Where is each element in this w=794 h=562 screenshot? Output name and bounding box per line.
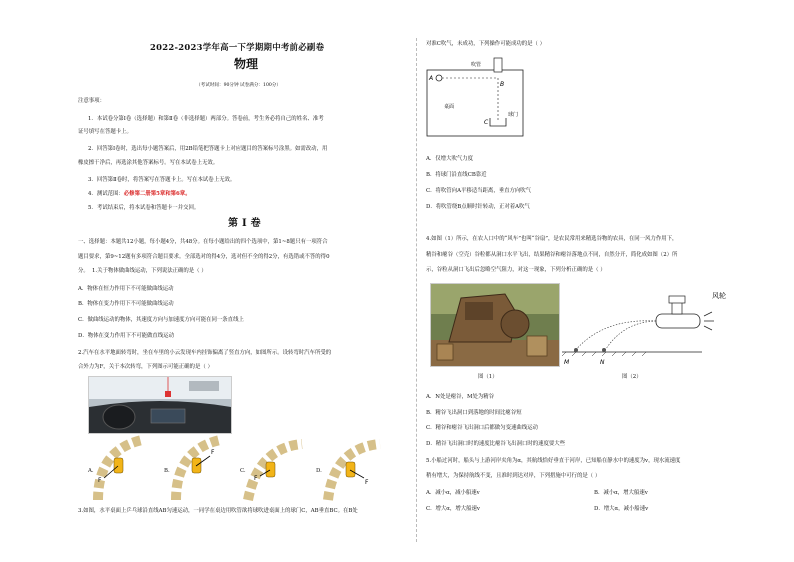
car-interior-photo	[88, 376, 232, 434]
q2-option-d: D.	[316, 468, 322, 474]
winnowing-machine-photo	[430, 283, 560, 367]
q1-option-a: A．物体在恒力作用下不可能做曲线运动	[78, 286, 174, 292]
q1-option-b: B．物体在变力作用下不可能做曲线运动	[78, 301, 174, 307]
exam-title: 2022-2023学年高一下学期期中考前必刷卷	[150, 42, 325, 52]
point-n-label: N	[600, 359, 605, 366]
q3-option-a: A．仅增大吹气力度	[426, 156, 474, 162]
q2-stem-line: 合外力为F，关于本次转弯，下列图示可能正确的是（ ）	[78, 364, 213, 370]
note-test-range: 必修第二册第5章和第6章。	[123, 191, 191, 197]
note-line: 2．回答第Ⅰ卷时，选出每小题答案后，用2B铅笔把答题卡上对应题目的答案标号涂黑。如需改动，用	[88, 146, 328, 152]
exam-info: （考试时间：90分钟 试卷满分：100分）	[196, 83, 281, 88]
point-a-label: A	[429, 75, 434, 82]
point-c-label: C	[484, 119, 489, 126]
q5-stem-line: 5.小船过河时，船头与上游河岸夹角为α，其航线恰好垂直于河岸，已知船在静水中的速度为v，现水流速度	[426, 458, 681, 464]
q3-option-c: C．将吹管向A平移适当距离，垂直方向吹气	[426, 188, 532, 194]
q2-option-c-figure	[248, 444, 302, 500]
left-column	[78, 0, 408, 562]
force-label: F	[211, 449, 215, 456]
note-line: 1．本试卷分第Ⅰ卷（选择题）和第Ⅱ卷（非选择题）两部分。答卷前，考生务必将自己的姓名、准考	[88, 116, 324, 122]
q2-option-a: A.	[88, 468, 94, 474]
q3-option-b: B．将球门沿直线CB靠近	[426, 172, 487, 178]
q2-option-c: C.	[240, 468, 246, 474]
q5-option-c: C．增大α，增大船速v	[426, 506, 480, 512]
q3-option-d: D．将吹管绕B点顺时针转动，正对着A吹气	[426, 204, 530, 210]
q4-stem-line: 精谷和瘪谷（空壳）谷粒都从洞口水平飞出，结果精谷和瘪谷落地点不同，自然分开，简化成如图（2）所	[426, 252, 678, 258]
note-line	[88, 191, 191, 198]
table-label: 桌面	[444, 104, 455, 110]
note-line: 5．考试结束后，将本试卷和答题卡一并交回。	[88, 205, 200, 211]
q3-stem-cont: 对准C吹气，未成功，下列操作可能成功的是（ ）	[426, 41, 546, 47]
q5-stem-line: 稍有增大，为保持航线不变，且准时到达对岸，下列措施中可行的是（ ）	[426, 473, 601, 479]
q2-option-b: B.	[164, 468, 170, 474]
q1-option-d: D．物体在变力作用下不可能做直线运动	[78, 333, 174, 339]
q4-option-a: A．N处是瘪谷，M处为精谷	[426, 394, 495, 400]
q5-option-d: D．增大α，减小船速v	[594, 506, 649, 512]
force-label: F	[98, 477, 102, 484]
subject-title: 物理	[234, 57, 259, 71]
q1-stem: 1.关于物体做曲线运动，下列说法正确的是（ ）	[92, 268, 207, 274]
q2-option-b-figure	[176, 440, 220, 500]
force-label: F	[365, 479, 369, 486]
column-divider	[416, 38, 417, 542]
fig2-caption: 图（2）	[622, 374, 642, 380]
point-b-label: B	[500, 81, 505, 88]
right-column	[426, 0, 762, 562]
goal-label: 球门	[508, 112, 519, 118]
wind-wheel-label: 风轮	[712, 292, 726, 300]
q4-option-b: B．精谷飞出洞口到落地的时间比瘪谷短	[426, 410, 522, 416]
q5-option-a: A．减小α，减小船速v	[426, 490, 480, 496]
q3-table-diagram	[426, 56, 526, 138]
fig1-caption: 图（1）	[478, 374, 498, 380]
q4-option-d: D．精谷飞出洞口时的速度比瘪谷飞出洞口时的速度要大些	[426, 441, 566, 447]
q2-stem-line: 2.汽车在水平地面转弯时，坐在车里的小云发现车内挂饰偏离了竖直方向，如图所示。设转弯时汽车所受的	[78, 350, 332, 356]
q1-option-c: C．做曲线运动的物体，其速度方向与加速度方向可能在同一条直线上	[78, 317, 244, 323]
tube-label: 吹管	[471, 62, 482, 68]
q5-option-b: B．减小α，增大船速v	[594, 490, 648, 496]
note-line: 橡皮擦干净后，再选涂其他答案标号。写在本试卷上无效。	[78, 160, 219, 166]
instruction-line: 分。	[78, 268, 89, 274]
force-label: F	[254, 475, 258, 482]
section-title: 第Ⅰ卷	[228, 218, 265, 229]
q2-option-d-figure	[328, 444, 380, 500]
notes-heading: 注意事项：	[78, 98, 105, 104]
grain-trajectory-diagram	[562, 280, 742, 366]
note-test-range-label: 4．测试范围：	[88, 191, 124, 197]
instruction-line: 一、选择题：本题共12小题，每小题4分，共48分。在每小题给出的四个选项中，第1~8题只有一项符合	[78, 239, 328, 245]
point-m-label: M	[564, 359, 570, 366]
note-line: 3．回答第Ⅱ卷时，将答案写在答题卡上。写在本试卷上无效。	[88, 177, 236, 183]
q4-stem-line: 示，谷粒从洞口飞出后忽略空气阻力，对这一现象，下列分析正确的是（ ）	[426, 267, 606, 273]
instruction-line: 题目要求，第9~12题有多项符合题目要求。全部选对的得4分，选对但不全的得2分，有选错或不答的得0	[78, 254, 330, 260]
note-line: 证号填写在答题卡上。	[78, 129, 132, 135]
q3-stem-start: 3.如图，水平桌面上乒乓球沿直线AB匀速运动，一同学在桌边用吹管欲将球吹进桌面上的球门C，AB垂直BC。在B处	[78, 508, 358, 514]
q2-option-a-figure	[98, 440, 142, 500]
q4-option-c: C．精谷和瘪谷飞出洞口后都做匀变速曲线运动	[426, 425, 538, 431]
q4-stem-line: 4.如图（1）所示，在农人口中的“风车”也叫“谷扇”，是农民常用来精选谷物的农具，在同一风力作用下，	[426, 236, 678, 242]
